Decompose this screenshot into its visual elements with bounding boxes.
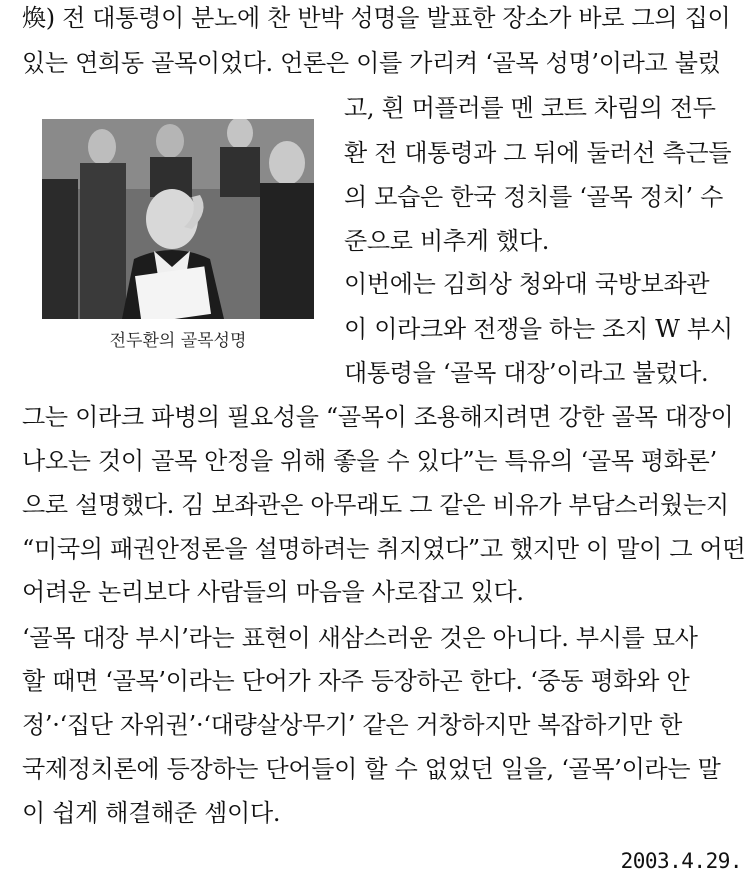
paragraph-line: 환 전 대통령과 그 뒤에 둘러선 측근들 xyxy=(344,139,732,167)
paragraph-line: 고, 흰 머플러를 멘 코트 차림의 전두 xyxy=(344,94,716,122)
paragraph-line: 어려운 논리보다 사람들의 마음을 사로잡고 있다. xyxy=(22,578,524,606)
paragraph-line: 정’·‘집단 자위권’·‘대량살상무기’ 같은 거창하지만 복잡하기만 한 xyxy=(22,711,683,739)
press-photo-illustration xyxy=(42,119,314,319)
paragraph-line: 그는 이라크 파병의 필요성을 “골목이 조용해지려면 강한 골목 대장이 xyxy=(22,403,734,431)
paragraph-line: 할 때면 ‘골목’이라는 단어가 자주 등장하곤 한다. ‘중동 평화와 안 xyxy=(22,667,690,695)
paragraph-line: 대통령을 ‘골목 대장’이라고 불렀다. xyxy=(344,359,709,387)
photo-caption: 전두환의 골목성명 xyxy=(109,331,247,351)
paragraph-line: 나오는 것이 골목 안정을 위해 좋을 수 있다”는 특유의 ‘골목 평화론’ xyxy=(22,447,717,475)
paragraph-line: 으로 설명했다. 김 보좌관은 아무래도 그 같은 비유가 부담스러웠는지 xyxy=(22,491,729,519)
paragraph-line: 이번에는 김희상 청와대 국방보좌관 xyxy=(344,270,710,298)
paragraph-line: ‘골목 대장 부시’라는 표현이 새삼스러운 것은 아니다. 부시를 묘사 xyxy=(22,624,698,652)
paragraph-line: 의 모습은 한국 정치를 ‘골목 정치’ 수 xyxy=(344,183,724,211)
publication-date: 2003.4.29. xyxy=(620,849,742,873)
press-photo xyxy=(42,119,314,319)
paragraph-line: 준으로 비추게 했다. xyxy=(344,227,550,255)
paragraph-line: 국제정치론에 등장하는 단어들이 할 수 없었던 일을, ‘골목’이라는 말 xyxy=(22,755,721,783)
paragraph-line: 이 쉽게 해결해준 셈이다. xyxy=(22,799,281,827)
paragraph-line: “미국의 패권안정론을 설명하려는 취지였다”고 했지만 이 말이 그 어떤 xyxy=(22,535,746,563)
paragraph-line: 이 이라크와 전쟁을 하는 조지 W 부시 xyxy=(344,315,733,343)
paragraph-line: 煥) 전 대통령이 분노에 찬 반박 성명을 발표한 장소가 바로 그의 집이 xyxy=(22,4,731,32)
paragraph-line: 있는 연희동 골목이었다. 언론은 이를 가리켜 ‘골목 성명’이라고 불렀 xyxy=(22,49,721,77)
